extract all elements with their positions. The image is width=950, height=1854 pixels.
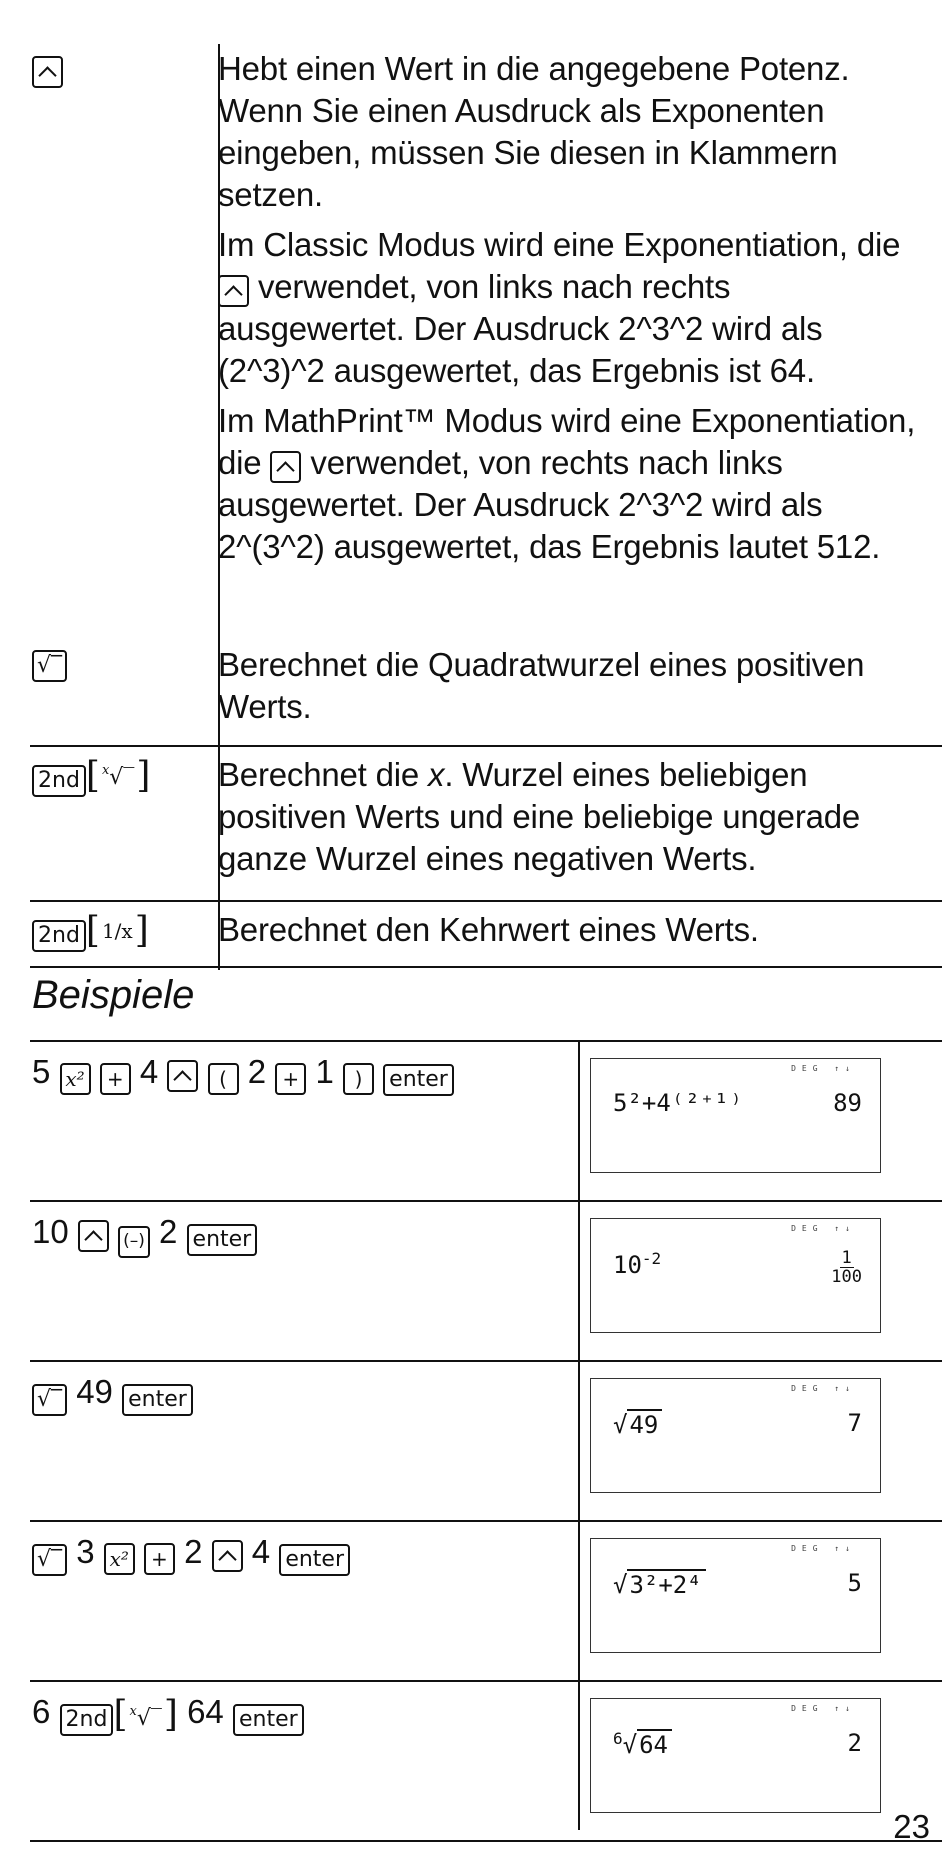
caret-description xyxy=(218,48,918,576)
reciprocal-key xyxy=(32,910,149,952)
screen-result: 7 xyxy=(847,1409,862,1437)
caret-key xyxy=(78,1220,109,1252)
enter-key: enter xyxy=(187,1224,258,1256)
reciprocal-secondary: [ 1/x ] xyxy=(85,910,149,951)
screen-result: 5 xyxy=(847,1569,862,1597)
sqrt-key: √‾ xyxy=(32,1384,67,1416)
mode-indicator: DEG ↑↓ xyxy=(791,1224,856,1233)
caret-icon xyxy=(277,461,295,479)
example-divider xyxy=(30,1200,942,1202)
page-number: 23 xyxy=(893,1808,930,1845)
square-key: x² xyxy=(60,1063,91,1095)
caret-icon xyxy=(174,1070,192,1088)
example-4-keys: √‾ 3 x² + 2 4 enter xyxy=(32,1532,350,1576)
caret-key xyxy=(167,1060,198,1092)
sqrt-key: √‾ xyxy=(32,1544,67,1576)
screen-expression: √3²+2⁴ xyxy=(613,1569,706,1599)
example-divider xyxy=(30,1680,942,1682)
caret-icon xyxy=(84,1230,102,1248)
caret-key-inline xyxy=(218,275,249,307)
table-bottom-line xyxy=(30,966,942,968)
negative-key: (–) xyxy=(118,1226,150,1258)
example-2-screen xyxy=(590,1218,881,1333)
example-3-screen xyxy=(590,1378,881,1493)
screen-expression: $^6$√64 xyxy=(613,1729,672,1759)
table-row-divider xyxy=(30,745,942,747)
examples-bottom-line xyxy=(30,1840,942,1842)
caret-icon xyxy=(38,66,56,84)
second-key: 2nd xyxy=(32,920,86,952)
mathprint-mode-paragraph: Im MathPrint™ Modus wird eine Exponentiation, die verwendet, von rechts nach links ausgewertet. Der Ausdruck 2^3^2 wird als 2^(3^2) ausgewertet, das Ergebnis lautet 512. xyxy=(218,402,916,565)
example-1-screen xyxy=(590,1058,881,1173)
screen-result: 2 xyxy=(847,1729,862,1757)
examples-top-line xyxy=(30,1040,942,1042)
caret-desc-paragraph: Hebt einen Wert in die angegebene Potenz. Wenn Sie einen Ausdruck als Exponenten eingeben, müssen Sie diesen in Klammern setzen. xyxy=(218,50,850,213)
example-5-screen xyxy=(590,1698,881,1813)
caret-icon xyxy=(224,285,242,303)
examples-heading: Beispiele xyxy=(32,973,195,1017)
example-4-screen xyxy=(590,1538,881,1653)
screen-result: $\frac{1}{100}$ xyxy=(831,1248,862,1287)
xroot-secondary: [ $^x$√‾ ] xyxy=(113,1694,178,1735)
mode-indicator: DEG ↑↓ xyxy=(791,1704,856,1713)
left-paren-key: ( xyxy=(208,1063,239,1095)
plus-key: + xyxy=(275,1063,306,1095)
enter-key: enter xyxy=(279,1544,350,1576)
mode-indicator: DEG ↑↓ xyxy=(791,1384,856,1393)
caret-icon xyxy=(218,1550,236,1568)
xroot-description: Berechnet die x. Wurzel eines beliebigen positiven Werts und eine beliebige ungerade ganze Wurzel eines negativen Werts. xyxy=(218,756,861,877)
caret-key xyxy=(32,56,63,88)
enter-key: enter xyxy=(383,1064,454,1096)
example-5-keys: 6 2nd [ $^x$√‾ ] 64 enter xyxy=(32,1692,304,1736)
example-2-keys: 10 (–) 2 enter xyxy=(32,1212,257,1258)
sqrt-description: Berechnet die Quadratwurzel eines positiven Werts. xyxy=(218,646,865,725)
example-divider xyxy=(30,1360,942,1362)
table-row-divider xyxy=(30,900,942,902)
caret-key xyxy=(212,1540,243,1572)
caret-key-inline xyxy=(270,451,301,483)
screen-expression: √49 xyxy=(613,1409,662,1439)
second-key: 2nd xyxy=(60,1704,114,1736)
examples-column-divider xyxy=(578,1040,580,1830)
enter-key: enter xyxy=(122,1384,193,1416)
example-1-keys: 5 x² + 4 ( 2 + 1 ) enter xyxy=(32,1052,454,1096)
classic-mode-paragraph: Im Classic Modus wird eine Exponentiation, die verwendet, von links nach rechts ausgewertet. Der Ausdruck 2^3^2 wird als (2^3)^2 ausgewertet, das Ergebnis ist 64. xyxy=(218,226,901,389)
square-key: x² xyxy=(104,1543,135,1575)
reciprocal-description: Berechnet den Kehrwert eines Werts. xyxy=(218,911,759,948)
right-paren-key: ) xyxy=(343,1063,374,1095)
mode-indicator: DEG ↑↓ xyxy=(791,1544,856,1553)
plus-key: + xyxy=(144,1543,175,1575)
xroot-key xyxy=(32,755,151,797)
mode-indicator: DEG ↑↓ xyxy=(791,1064,856,1073)
sqrt-key: √‾ xyxy=(32,650,67,682)
second-key: 2nd xyxy=(32,765,86,797)
enter-key: enter xyxy=(233,1704,304,1736)
xroot-secondary: [ $^x$√‾ ] xyxy=(85,755,151,796)
plus-key: + xyxy=(100,1063,131,1095)
example-3-keys: √‾ 49 enter xyxy=(32,1372,193,1416)
screen-expression: 5²+4⁽²⁺¹⁾ xyxy=(613,1089,744,1117)
screen-expression: $10^{-2}$ xyxy=(613,1249,662,1279)
example-divider xyxy=(30,1520,942,1522)
screen-result: 89 xyxy=(833,1089,862,1117)
